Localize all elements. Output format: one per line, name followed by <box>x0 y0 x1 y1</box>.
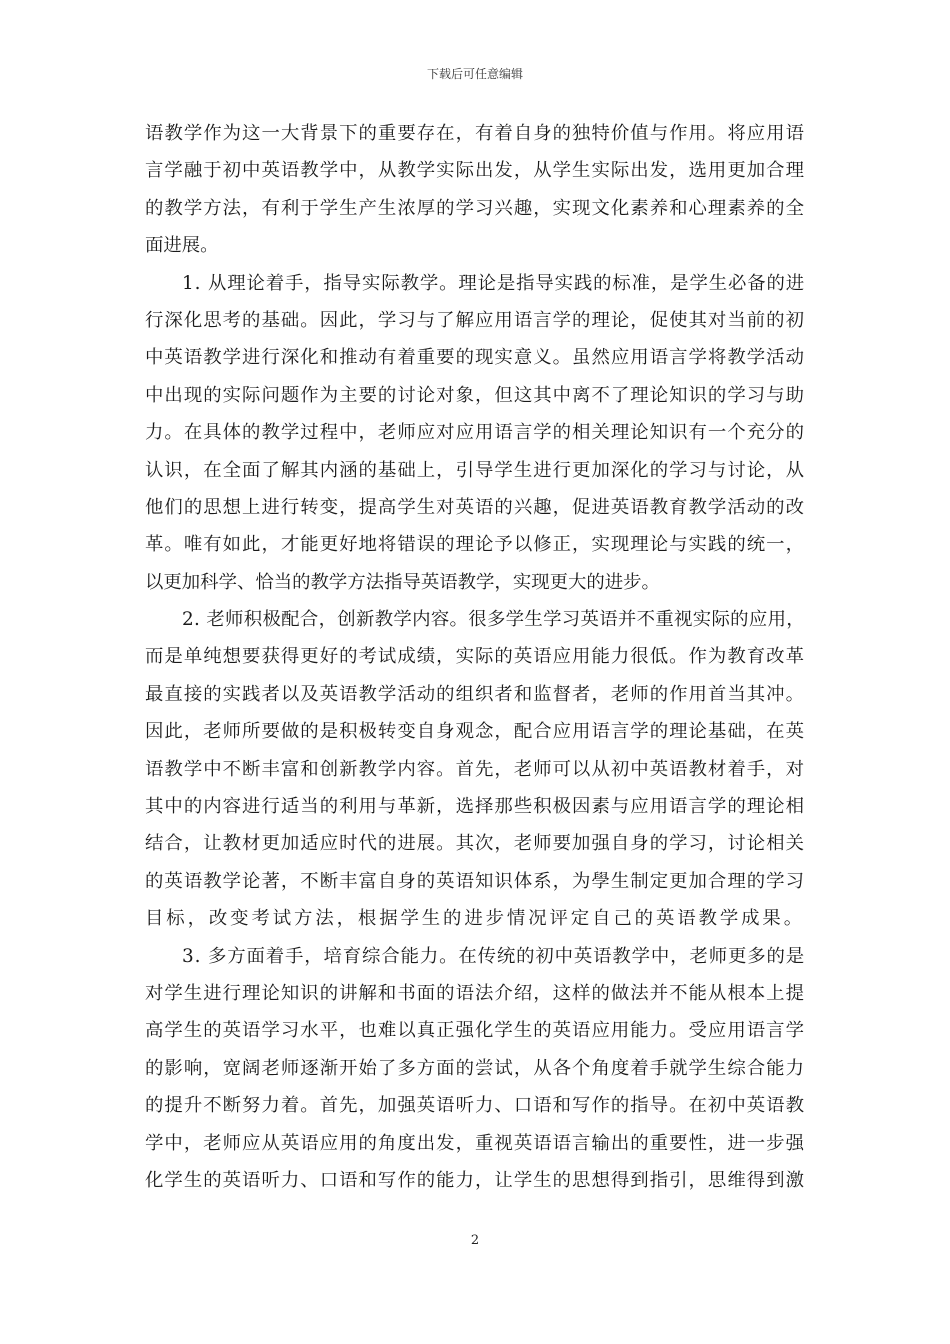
text-line: 其中的内容进行适当的利用与革新，选择那些积极因素与应用语言学的理论相 <box>145 796 805 818</box>
text-line: 他们的思想上进行转变，提高学生对英语的兴趣，促进英语教育教学活动的改 <box>145 496 805 518</box>
text-line: 的提升不断努力着。首先，加强英语听力、口语和写作的指导。在初中英语教 <box>145 1095 805 1117</box>
text-line: 化学生的英语听力、口语和写作的能力，让学生的思想得到指引，思维得到激 <box>145 1169 805 1191</box>
text-line: 的影响，宽阔老师逐渐开始了多方面的尝试，从各个角度着手就学生综合能力 <box>145 1057 805 1079</box>
document-body <box>145 115 805 1199</box>
text-line: 行深化思考的基础。因此，学习与了解应用语言学的理论，促使其对当前的初 <box>145 309 805 331</box>
text-line: 的教学方法，有利于学生产生浓厚的学习兴趣，实现文化素养和心理素养的全 <box>145 197 805 219</box>
page-number: 2 <box>470 1233 480 1248</box>
text-line: 目标，改变考试方法，根据学生的进步情况评定自己的英语教学成果。 <box>145 908 805 930</box>
text-line: 3. 多方面着手，培育综合能力。在传统的初中英语教学中，老师更多的是 <box>182 945 805 967</box>
text-line: 面进展。 <box>145 235 219 257</box>
text-line: 语教学中不断丰富和创新教学内容。首先，老师可以从初中英语教材着手，对 <box>145 758 805 780</box>
text-line: 的英语教学论著，不断丰富自身的英语知识体系，为學生制定更加合理的学习 <box>145 870 805 892</box>
text-line: 1. 从理论着手，指导实际教学。理论是指导实践的标准，是学生必备的进 <box>182 272 805 294</box>
text-line: 中英语教学进行深化和推动有着重要的现实意义。虽然应用语言学将教学活动 <box>145 347 805 369</box>
text-line: 语教学作为这一大背景下的重要存在，有着自身的独特价值与作用。将应用语 <box>145 123 805 144</box>
text-line: 而是单纯想要获得更好的考试成绩，实际的英语应用能力很低。作为教育改革 <box>145 646 805 668</box>
text-line: 力。在具体的教学过程中，老师应对应用语言学的相关理论知识有一个充分的 <box>145 422 805 444</box>
text-line: 最直接的实践者以及英语教学活动的组织者和监督者，老师的作用首当其冲。 <box>145 683 805 705</box>
text-line: 高学生的英语学习水平，也难以真正强化学生的英语应用能力。受应用语言学 <box>145 1020 805 1042</box>
text-line: 言学融于初中英语教学中，从教学实际出发，从学生实际出发，选用更加合理 <box>145 160 805 182</box>
text-line: 学中，老师应从英语应用的角度出发，重视英语语言输出的重要性，进一步强 <box>145 1132 805 1154</box>
text-line: 以更加科学、恰当的教学方法指导英语教学，实现更大的进步。 <box>145 571 660 593</box>
text-line: 因此，老师所要做的是积极转变自身观念，配合应用语言学的理论基础，在英 <box>145 721 805 743</box>
page-header: 下载后可任意编辑 <box>426 67 523 81</box>
text-line: 结合，让教材更加适应时代的进展。其次，老师要加强自身的学习，讨论相关 <box>145 833 805 855</box>
text-line: 认识，在全面了解其内涵的基础上，引导学生进行更加深化的学习与讨论，从 <box>145 459 805 481</box>
text-line: 2. 老师积极配合，创新教学内容。很多学生学习英语并不重视实际的应用， <box>182 609 805 631</box>
text-line: 革。唯有如此，才能更好地将错误的理论予以修正，实现理论与实践的统一， <box>145 534 805 556</box>
text-line: 中出现的实际问题作为主要的讨论对象，但这其中离不了理论知识的学习与助 <box>145 384 805 406</box>
text-line: 对学生进行理论知识的讲解和书面的语法介绍，这样的做法并不能从根本上提 <box>145 982 805 1004</box>
